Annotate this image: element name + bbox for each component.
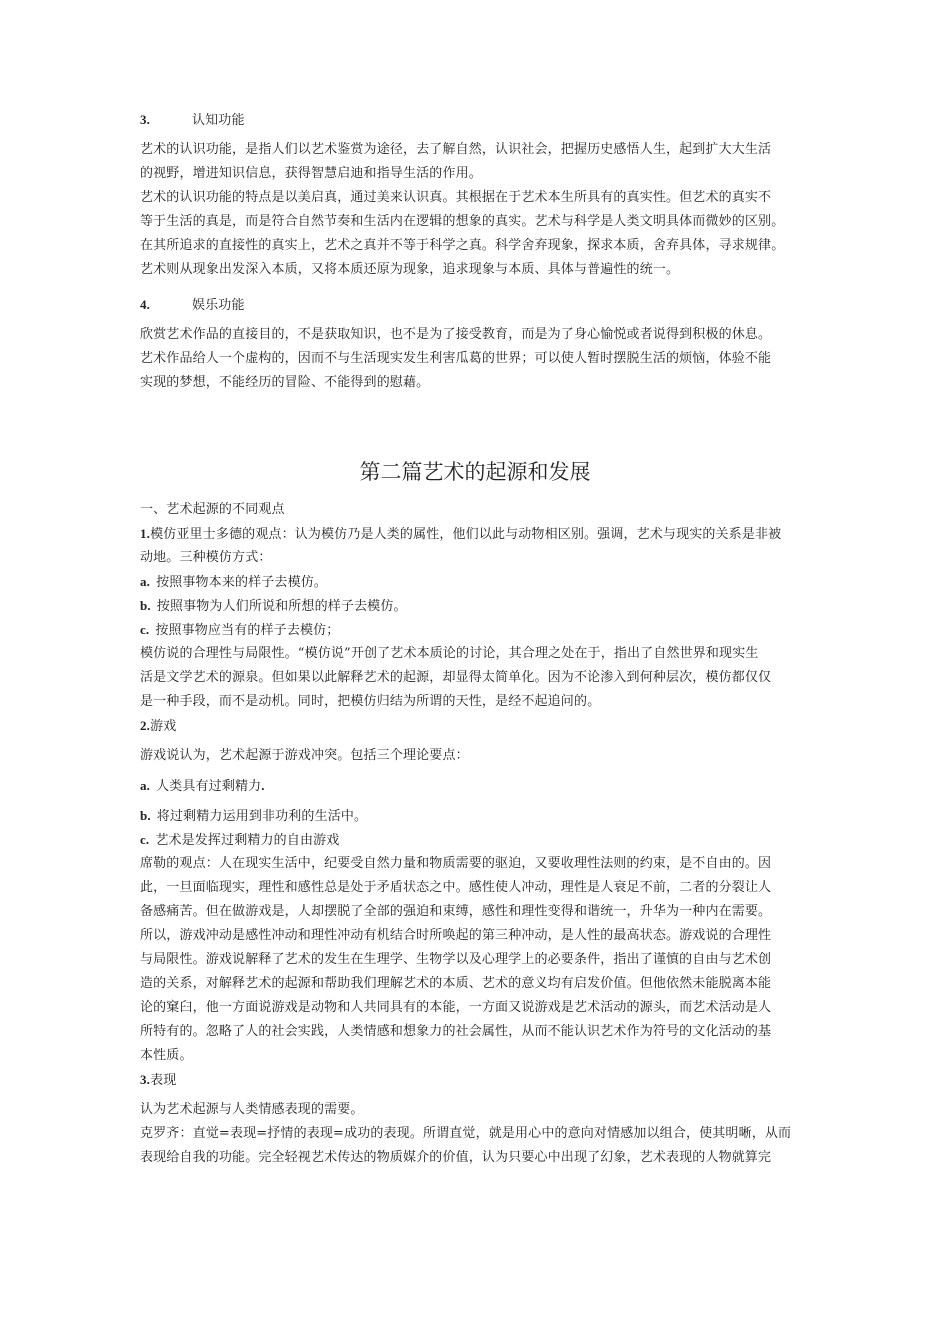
list-marker: a. <box>140 574 151 589</box>
paragraph-line: 艺术作品给人一个虚构的，因而不与生活现实发生利害瓜葛的世界；可以使人暂时摆脱生活的烦恼，体验不能 <box>140 351 772 366</box>
list-marker: b. <box>140 808 151 823</box>
list-item: a. 按照事物本来的样子去模仿。 <box>140 574 328 590</box>
list-marker: b. <box>140 598 151 613</box>
paragraph-line: 艺术则从现象出发深入本质，又将本质还原为现象，追求现象与本质、具体与普遍性的统一。 <box>140 262 680 277</box>
section-cognitive-function <box>140 108 820 282</box>
list-item: c. 按照事物应当有的样子去模仿； <box>140 622 340 638</box>
list-item: c. 艺术是发挥过剩精力的自由游戏 <box>140 832 340 848</box>
paragraph-line: 实现的梦想，不能经历的冒险、不能得到的慰藉。 <box>140 375 430 390</box>
section-heading <box>140 108 820 132</box>
section-title: 娱乐功能 <box>192 298 245 313</box>
paragraph-line: 模仿说的合理性与局限性。“模仿说”开创了艺术本质论的讨论，其合理之处在于，指出了自然世界和现实生 <box>140 646 759 661</box>
subsection-heading: 3.表现 <box>140 1072 177 1088</box>
paragraph-line: 艺术的认识功能的特点是以美启真，通过美来认识真。其根据在于艺术本生所具有的真实性。但艺术的真实不 <box>140 190 772 205</box>
section-number: 3. <box>140 112 151 127</box>
paragraph-line: 1.模仿亚里士多德的观点：认为模仿乃是人类的属性，他们以此与动物相区别。强调，艺术与现实的关系是非被 <box>140 526 782 542</box>
list-marker: c. <box>140 622 150 637</box>
section-title: 认知功能 <box>192 113 245 128</box>
subsection-heading: 一、艺术起源的不同观点 <box>140 502 285 517</box>
paragraph-line: 的视野，增进知识信息，获得智慧启迪和指导生活的作用。 <box>140 166 482 181</box>
section-number: 4. <box>140 297 151 312</box>
subsection-heading: 2.游戏 <box>140 718 177 734</box>
paragraph-line: 所以，游戏冲动是感性冲动和理性冲动有机结合时所唤起的第三种冲动，是人性的最高状态。游戏说的合理性 <box>140 928 772 943</box>
paragraph-line: 论的窠臼，他一方面说游戏是动物和人共同具有的本能，一方面又说游戏是艺术活动的源头，而艺术活动是人 <box>140 1000 772 1015</box>
paragraph-line: 造的关系，对解释艺术的起源和帮助我们理解艺术的本质、艺术的意义均有启发价值。但他依然未能脱离本能 <box>140 976 772 991</box>
list-marker: c. <box>140 832 150 847</box>
list-item: a. 人类具有过剩精力. <box>140 778 265 794</box>
paragraph-line: 所特有的。忽略了人的社会实践，人类情感和想象力的社会属性，从而不能认识艺术作为符号的文化活动的基 <box>140 1024 772 1039</box>
item-number: 3. <box>140 1072 151 1087</box>
paragraph-line: 活是文学艺术的源泉。但如果以此解释艺术的起源，却显得太简单化。因为不论渗入到何种层次，模仿都仅仅 <box>140 670 772 685</box>
paragraph-line: 是一种手段，而不是动机。同时，把模仿归结为所谓的天性，是经不起追问的。 <box>140 694 601 709</box>
list-item: b. 按照事物为人们所说和所想的样子去模仿。 <box>140 598 407 614</box>
paragraph-line: 席勒的观点：人在现实生活中，纪要受自然力量和物质需要的驱迫，又要收理性法则的约束，是不自由的。因 <box>140 856 772 871</box>
list-item: b. 将过剩精力运用到非功利的生活中。 <box>140 808 368 824</box>
paragraph-line: 欣赏艺术作品的直接目的，不是获取知识，也不是为了接受教育，而是为了身心愉悦或者说得到积极的休息。 <box>140 327 772 342</box>
paragraph-line: 动地。三种模仿方式： <box>140 550 272 565</box>
paragraph-line: 克罗齐：直觉=表现=抒情的表现=成功的表现。所谓直觉，就是用心中的意向对情感加以组合，使其明晰，从而 <box>140 1126 792 1141</box>
paragraph-line: 游戏说认为，艺术起源于游戏冲突。包括三个理论要点： <box>140 748 469 763</box>
paragraph-line: 在其所追求的直接性的真实上，艺术之真并不等于科学之真。科学舍弃现象，探求本质，舍弃具体，寻求规律。 <box>140 238 785 253</box>
item-number: 2. <box>140 718 151 733</box>
paragraph-line: 艺术的认识功能，是指人们以艺术鉴赏为途径，去了解自然，认识社会，把握历史感悟人生，起到扩大大生活 <box>140 142 772 157</box>
chapter-title: 第二篇艺术的起源和发展 <box>359 460 591 484</box>
paragraph-line: 此，一旦面临现实，理性和感性总是处于矛盾状态之中。感性使人冲动，理性是人衰足不前，二者的分裂让人 <box>140 880 772 895</box>
paragraph-line: 本性质。 <box>140 1048 193 1063</box>
item-number: 1. <box>140 526 151 541</box>
paragraph-line: 与局限性。游戏说解释了艺术的发生在生理学、生物学以及心理学上的必要条件，指出了谨慎的自由与艺术创 <box>140 952 772 967</box>
paragraph-line: 等于生活的真是，而是符合自然节奏和生活内在逻辑的想象的真实。艺术与科学是人类文明具体而微妙的区别。 <box>140 214 785 229</box>
paragraph-line: 表现给自我的功能。完全轻视艺术传达的物质媒介的价值，认为只要心中出现了幻象，艺术表现的人物就算完 <box>140 1150 772 1165</box>
section-heading <box>140 293 820 317</box>
paragraph-line: 备感痛苦。但在做游戏是，人却摆脱了全部的强迫和束缚，感性和理性变得和谐统一，升华为一种内在需要。 <box>140 904 772 919</box>
section-entertainment-function <box>140 293 820 395</box>
list-marker: a. <box>140 778 151 793</box>
paragraph-line: 认为艺术起源与人类情感表现的需要。 <box>140 1102 364 1117</box>
section-art-origins <box>140 498 820 1170</box>
